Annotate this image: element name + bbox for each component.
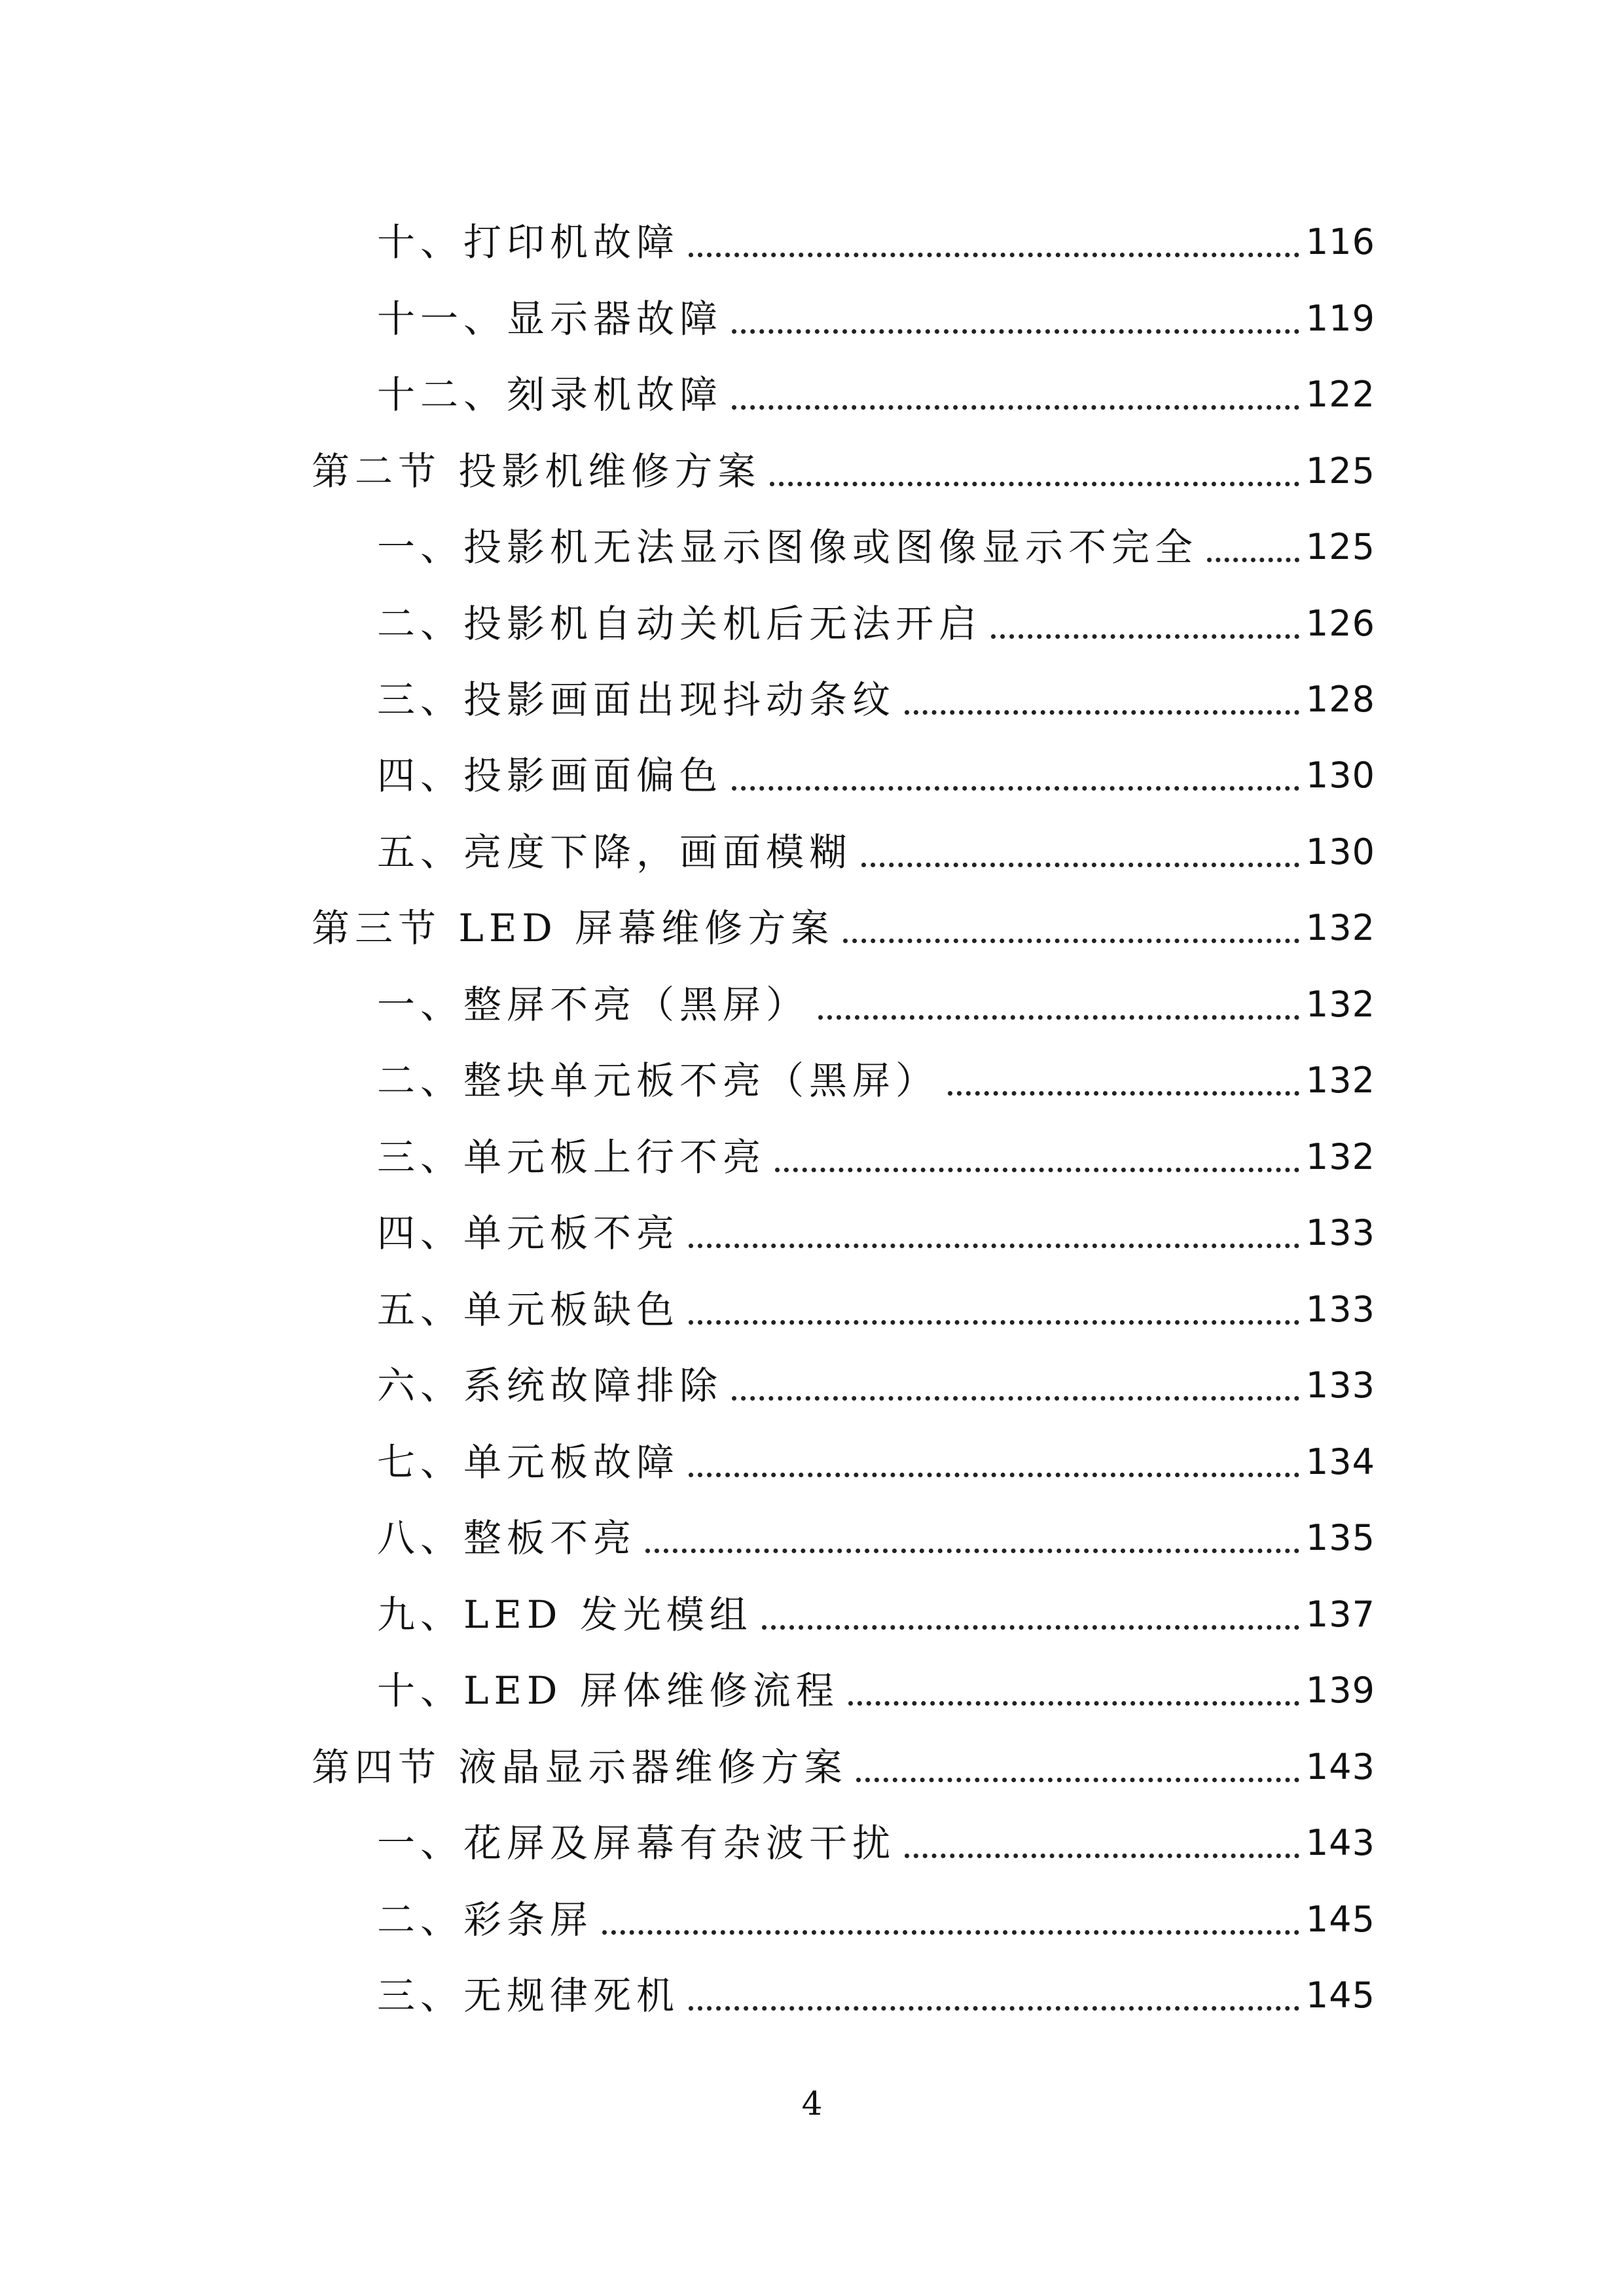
toc-entry-page: 135: [1305, 1517, 1375, 1558]
toc-entry-page: 122: [1305, 374, 1375, 415]
toc-entry-page: 132: [1305, 984, 1375, 1025]
toc-dot-leader: [856, 1778, 1299, 1782]
toc-entry-title: 八、整板不亮: [377, 1516, 637, 1560]
toc-entry-page: 134: [1305, 1441, 1375, 1482]
toc-entry-page: 130: [1305, 831, 1375, 872]
toc-entry-title: 十一、显示器故障: [377, 296, 723, 341]
toc-entry[interactable]: [377, 1280, 1375, 1339]
toc-entry[interactable]: [377, 1356, 1375, 1415]
toc-entry-page: 125: [1305, 526, 1375, 567]
toc-entry-title: 三、无规律死机: [377, 1973, 680, 2018]
toc-dot-leader: [762, 1625, 1299, 1630]
toc-dot-leader: [905, 1854, 1299, 1858]
toc-entry-title: 三、单元板上行不亮: [377, 1135, 767, 1179]
toc-dot-leader: [732, 1396, 1299, 1401]
toc-entry[interactable]: [377, 213, 1375, 272]
toc-section-entry[interactable]: [312, 1738, 1375, 1797]
toc-section-entry[interactable]: [312, 899, 1375, 958]
toc-dot-leader: [689, 1473, 1299, 1477]
toc-entry-page: 145: [1305, 1975, 1375, 2016]
toc-entry[interactable]: [377, 365, 1375, 424]
toc-dot-leader: [732, 405, 1299, 410]
toc-entry-title: 三、投影画面出现抖动条纹: [377, 677, 896, 722]
toc-entry[interactable]: [377, 518, 1375, 577]
toc-entry[interactable]: [377, 746, 1375, 805]
toc-entry-page: 133: [1305, 1365, 1375, 1406]
toc-entry[interactable]: [377, 1433, 1375, 1492]
toc-entry-page: 132: [1305, 1136, 1375, 1177]
toc-dot-leader: [818, 1015, 1299, 1020]
toc-entry-page: 143: [1305, 1746, 1375, 1787]
page-number: 4: [801, 2085, 823, 2123]
toc-dot-leader: [732, 329, 1299, 334]
toc-entry-title: 二、整块单元板不亮（黑屏）: [377, 1058, 939, 1103]
toc-dot-leader: [689, 253, 1299, 257]
toc-entry-page: 126: [1305, 603, 1375, 644]
toc-entry-title: 十二、刻录机故障: [377, 372, 723, 417]
toc-section-title: 第三节 LED 屏幕维修方案: [312, 906, 835, 950]
toc-entry-title: 六、系统故障排除: [377, 1363, 723, 1408]
toc-entry-title: 十、LED 屏体维修流程: [377, 1668, 839, 1713]
toc-dot-leader: [602, 1930, 1299, 1935]
toc-dot-leader: [948, 1091, 1299, 1096]
toc-entry-title: 一、整屏不亮（黑屏）: [377, 982, 810, 1027]
toc-dot-leader: [689, 1244, 1299, 1248]
toc-dot-leader: [848, 1701, 1299, 1706]
toc-dot-leader: [905, 710, 1299, 715]
toc-entry-page: 137: [1305, 1594, 1375, 1635]
toc-entry[interactable]: [377, 670, 1375, 729]
toc-entry[interactable]: [377, 594, 1375, 653]
toc-section-title: 第四节 液晶显示器维修方案: [312, 1745, 848, 1789]
toc-dot-leader: [861, 863, 1299, 867]
toc-entry-page: 133: [1305, 1289, 1375, 1330]
toc-entry[interactable]: [377, 289, 1375, 348]
toc-entry[interactable]: [377, 1585, 1375, 1644]
toc-entry[interactable]: [377, 1128, 1375, 1187]
toc-entry-page: 128: [1305, 679, 1375, 720]
toc-entry-page: 139: [1305, 1670, 1375, 1711]
toc-entry[interactable]: [377, 1966, 1375, 2025]
toc-entry[interactable]: [377, 1814, 1375, 1873]
toc-section-title: 第二节 投影机维修方案: [312, 449, 761, 493]
toc-dot-leader: [775, 1168, 1299, 1172]
toc-entry[interactable]: [377, 1509, 1375, 1568]
toc-entry[interactable]: [377, 1661, 1375, 1720]
toc-entry[interactable]: [377, 975, 1375, 1034]
toc-entry-title: 九、LED 发光模组: [377, 1592, 753, 1637]
toc-entry-page: 133: [1305, 1212, 1375, 1253]
toc-entry-title: 七、单元板故障: [377, 1440, 680, 1484]
toc-entry[interactable]: [377, 1890, 1375, 1949]
toc-entry-title: 四、投影画面偏色: [377, 753, 723, 798]
toc-dot-leader: [770, 482, 1299, 486]
toc-entry-title: 五、单元板缺色: [377, 1287, 680, 1332]
toc-entry-page: 132: [1305, 1060, 1375, 1101]
toc-entry-page: 125: [1305, 450, 1375, 492]
toc-entry[interactable]: [377, 1051, 1375, 1110]
toc-entry-title: 二、投影机自动关机后无法开启: [377, 601, 983, 646]
toc-dot-leader: [732, 786, 1299, 791]
toc-entry[interactable]: [377, 1204, 1375, 1263]
toc-entry-title: 一、投影机无法显示图像或图像显示不完全: [377, 525, 1199, 569]
toc-dot-leader: [991, 634, 1299, 639]
toc-entry-title: 一、花屏及屏幕有杂波干扰: [377, 1821, 896, 1865]
toc-dot-leader: [689, 1320, 1299, 1325]
toc-section-entry[interactable]: [312, 442, 1375, 501]
toc-entry-page: 132: [1305, 907, 1375, 948]
toc-dot-leader: [645, 1549, 1299, 1553]
toc-entry-title: 五、亮度下降，画面模糊: [377, 830, 853, 874]
toc-dot-leader: [689, 2006, 1299, 2011]
toc-entry[interactable]: [377, 823, 1375, 882]
toc-dot-leader: [1207, 558, 1299, 562]
toc-entry-title: 四、单元板不亮: [377, 1211, 680, 1255]
toc-entry-title: 二、彩条屏: [377, 1897, 594, 1942]
toc-dot-leader: [843, 939, 1299, 943]
toc-entry-page: 130: [1305, 755, 1375, 796]
toc-entry-page: 116: [1305, 221, 1375, 262]
toc-entry-title: 十、打印机故障: [377, 220, 680, 264]
toc-entry-page: 119: [1305, 298, 1375, 339]
toc-entry-page: 143: [1305, 1822, 1375, 1863]
toc-entry-page: 145: [1305, 1899, 1375, 1940]
